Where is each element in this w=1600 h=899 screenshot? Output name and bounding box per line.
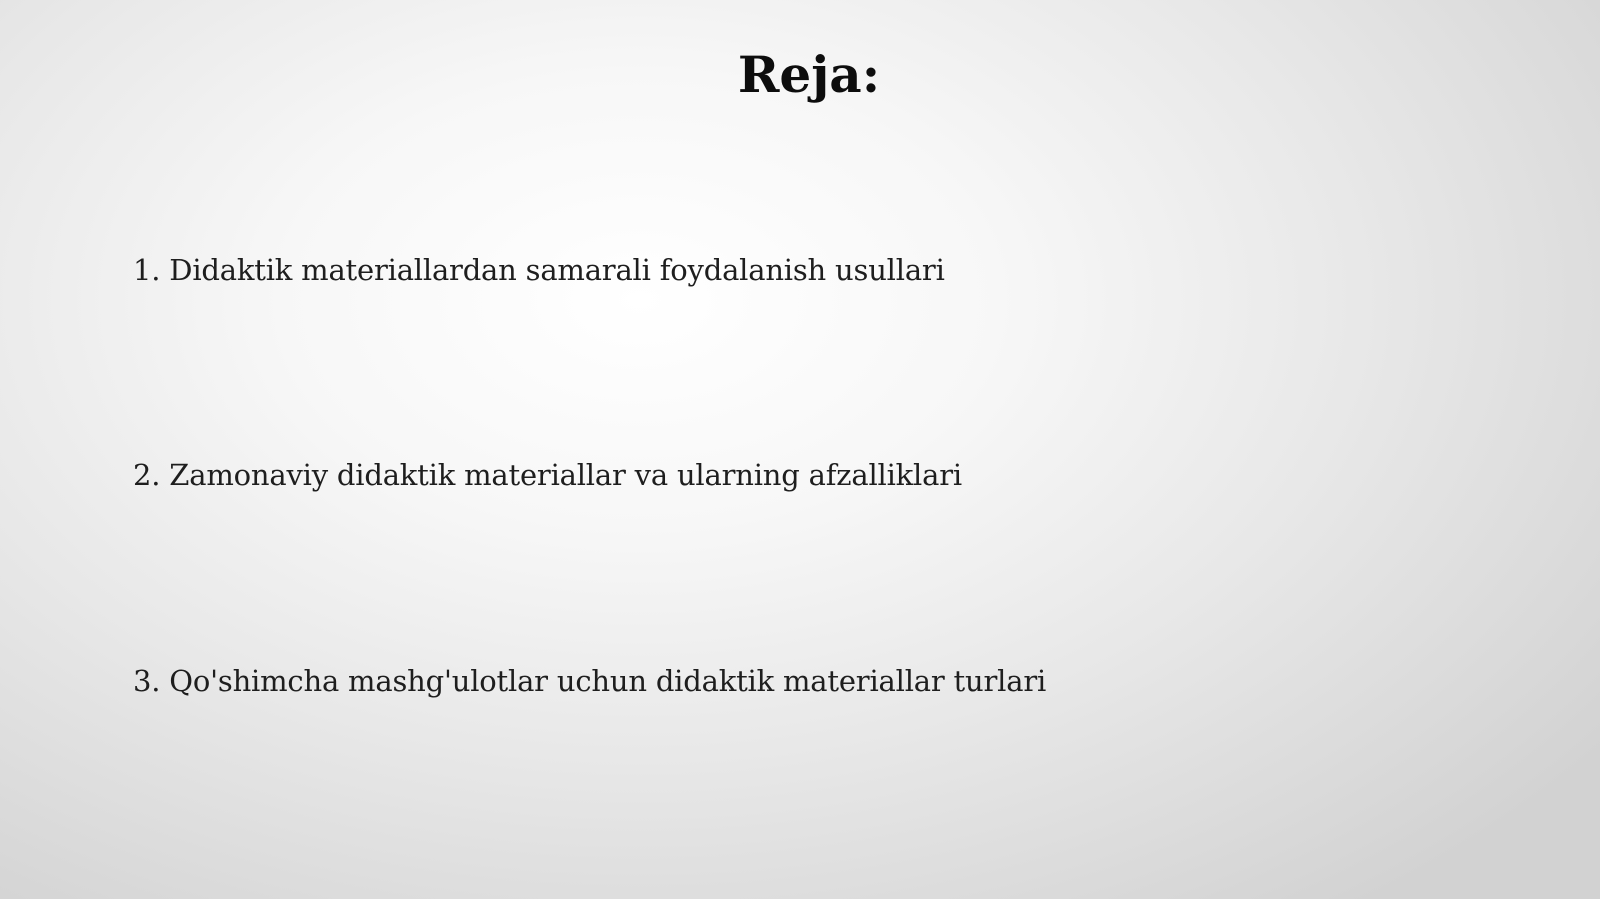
plan-item-1: 1. Didaktik materiallardan samarali foydalanish usullari xyxy=(133,253,945,287)
plan-item-2: 2. Zamonaviy didaktik materiallar va ularning afzalliklari xyxy=(133,458,962,492)
slide-title: Reja: xyxy=(737,45,881,104)
plan-item-3: 3. Qo'shimcha mashg'ulotlar uchun didaktik materiallar turlari xyxy=(133,664,1047,698)
